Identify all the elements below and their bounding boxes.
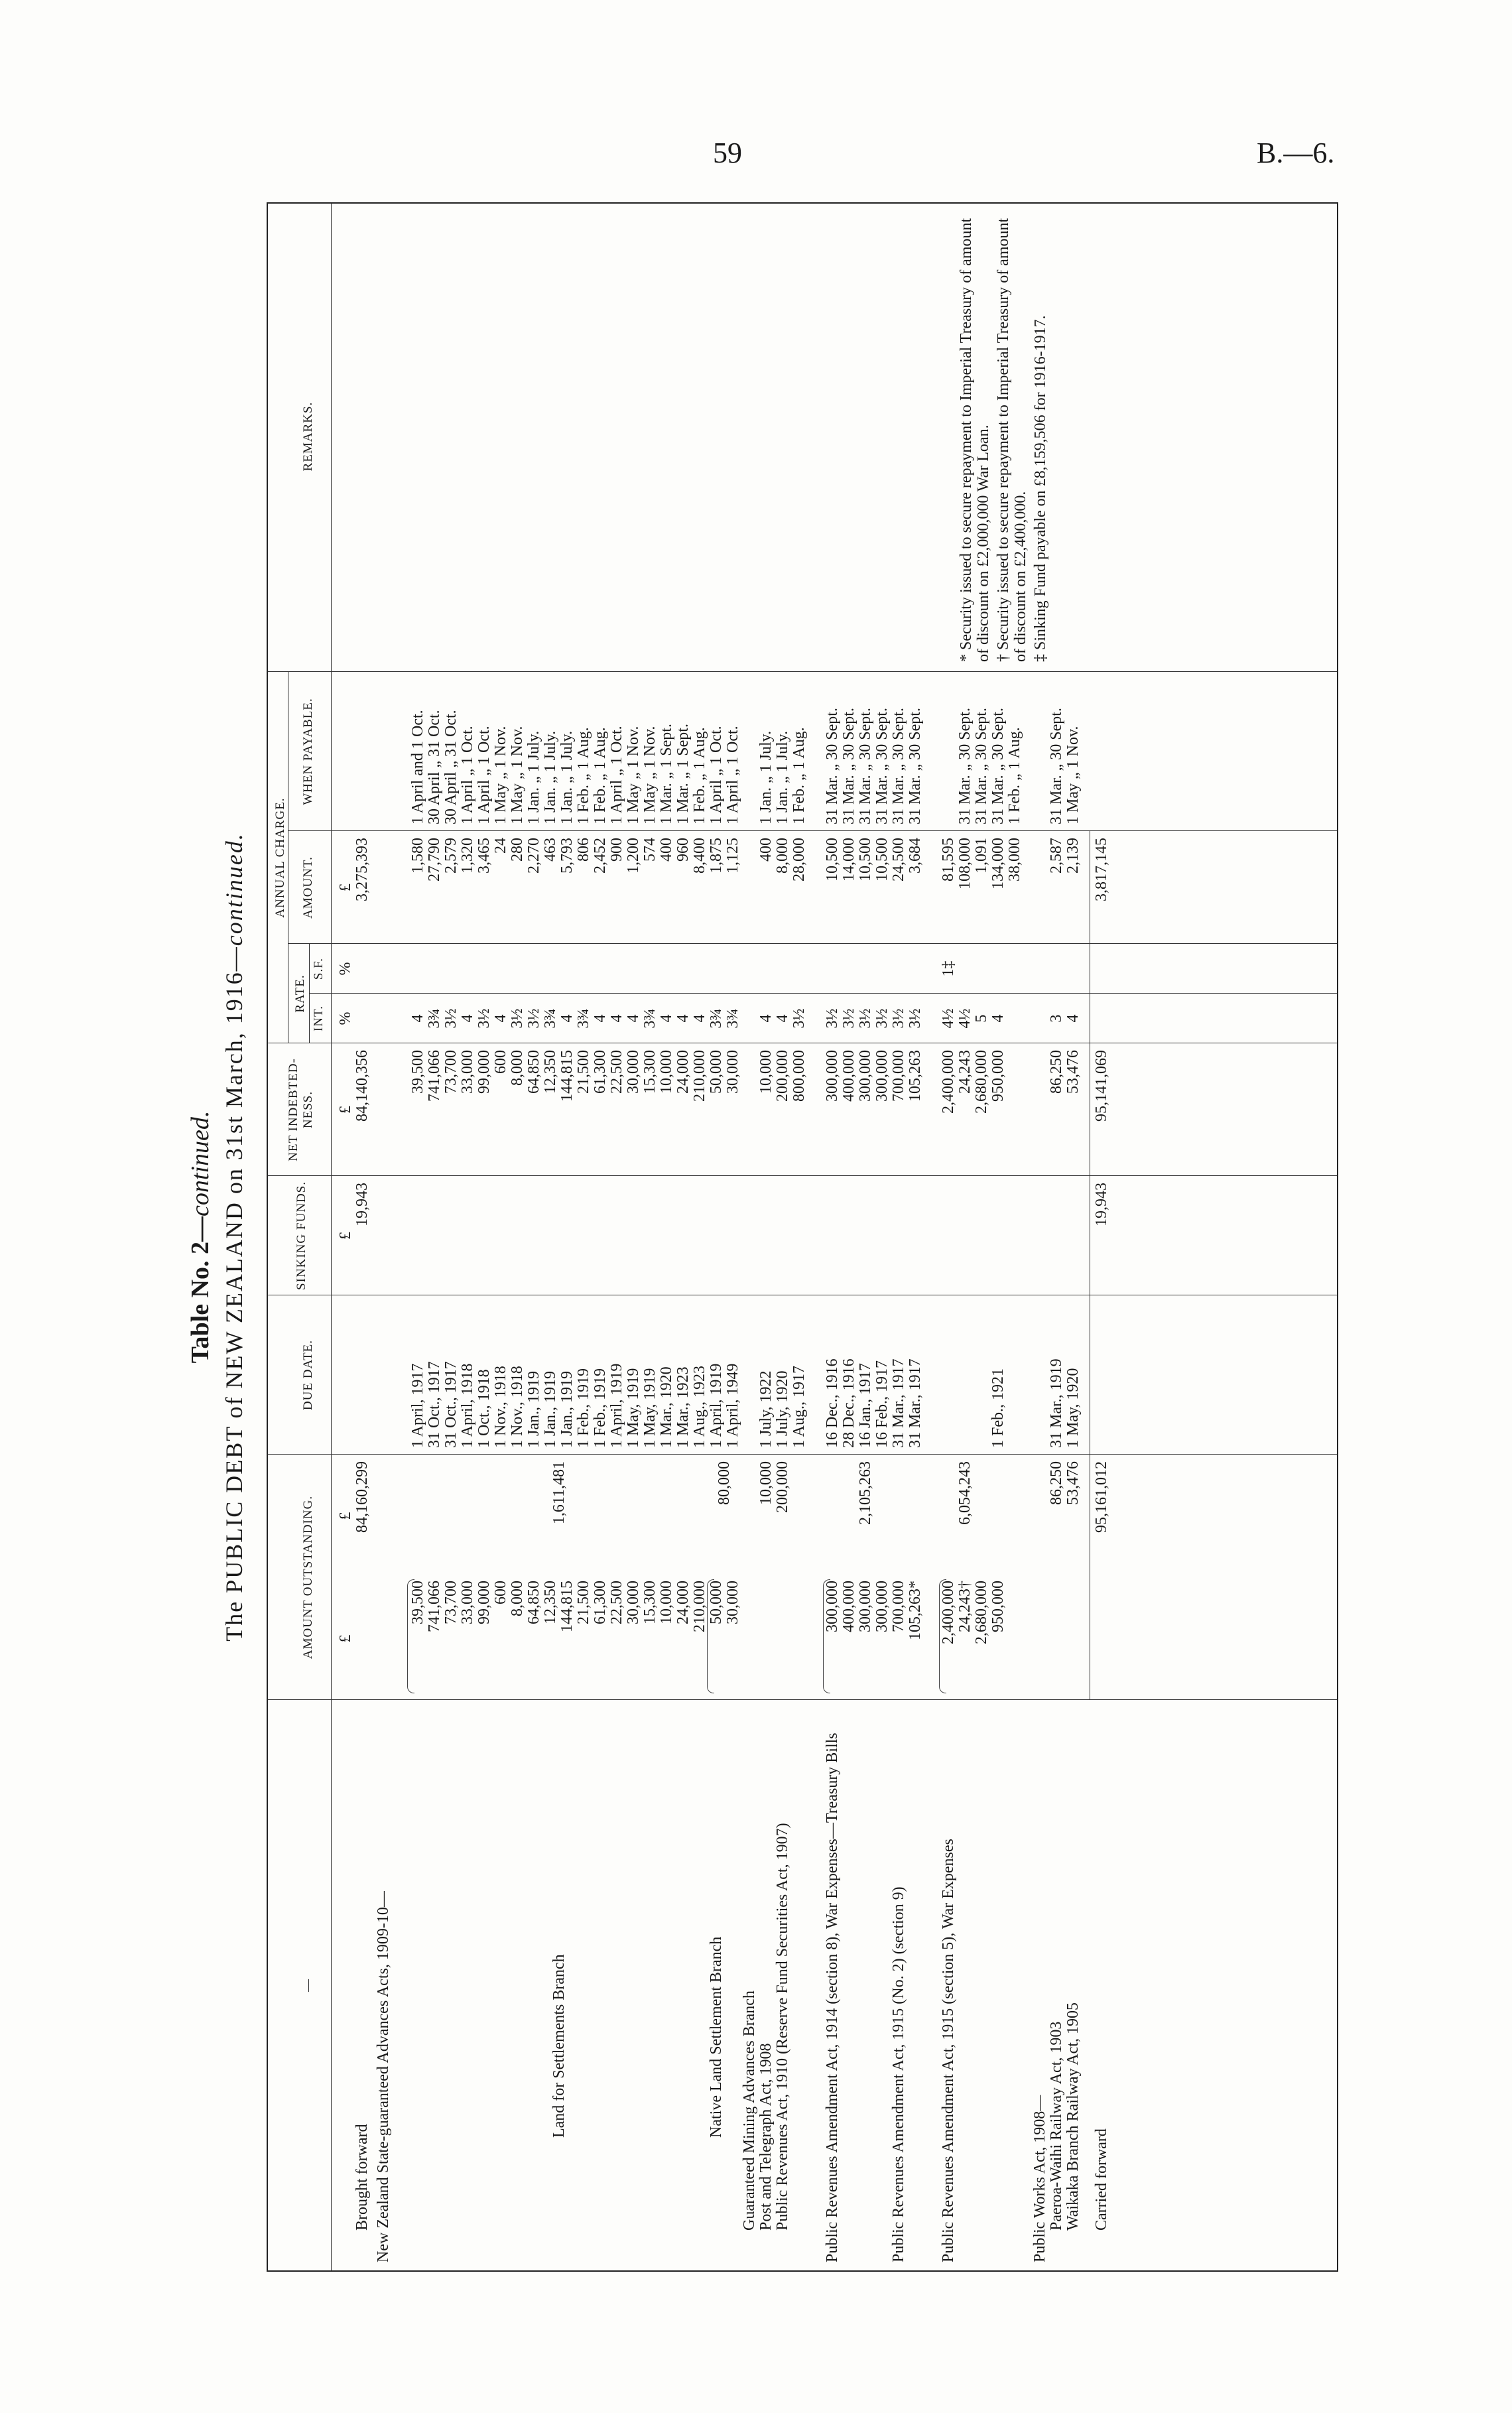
annual-charge-value: 960 [674, 838, 692, 862]
due-date: 1 Feb., 1919 [575, 1368, 592, 1448]
unit-pound: £ [337, 1512, 354, 1520]
interest-rate: 4 [625, 1014, 642, 1023]
column-rule [288, 830, 1337, 831]
due-date: 31 Oct., 1917 [426, 1361, 443, 1448]
interest-rate: 3½ [857, 1008, 874, 1029]
due-date: 16 Jan., 1917 [857, 1363, 874, 1448]
amount-value: 300,000 [873, 1581, 891, 1632]
amount-value: 2,400,000 [940, 1581, 957, 1644]
when-payable: 1 April „ 1 Oct. [475, 726, 493, 824]
interest-rate: 3¾ [426, 1008, 443, 1029]
group-label: Paeroa-Waihi Railway Act, 1903 [1047, 2021, 1065, 2231]
when-payable: 31 Mar. „ 30 Sept. [857, 708, 874, 824]
group-label: Waikaka Branch Railway Act, 1905 [1064, 2002, 1082, 2231]
amount-value: 21,500 [575, 1581, 592, 1624]
group-total: 53,476 [1064, 1461, 1082, 1505]
interest-rate: 4 [658, 1014, 675, 1023]
remarks-notes [958, 211, 1049, 662]
rate-rule [309, 944, 310, 1043]
net-indebtedness-value: 21,500 [575, 1050, 592, 1094]
when-payable: 1 Feb. „ 1 Aug. [592, 727, 609, 824]
page-reference: B.—6. [1257, 137, 1335, 169]
group-label: Public Revenues Amendment Act, 1915 (section 5), War Expenses [940, 1839, 957, 2262]
group-total: 10,000 [757, 1461, 775, 1505]
group-total: 1,611,481 [550, 1461, 568, 1525]
net-indebtedness-value: 53,476 [1064, 1050, 1082, 1094]
due-date: 1 April, 1949 [724, 1363, 741, 1448]
annual-charge-value: 1,125 [724, 838, 741, 874]
due-date: 16 Dec., 1916 [824, 1358, 841, 1448]
interest-rate: 4 [558, 1014, 576, 1023]
interest-rate: 4 [492, 1014, 509, 1023]
net-indebtedness-value: 30,000 [724, 1050, 741, 1094]
interest-rate: 5 [973, 1014, 990, 1023]
annual-charge-value: 806 [575, 838, 592, 862]
group-total: 6,054,243 [956, 1461, 974, 1525]
header-rate: RATE. [293, 974, 307, 1013]
amount-value: 30,000 [625, 1581, 642, 1624]
amount-value: 61,300 [592, 1581, 609, 1624]
annual-charge-value: 1,875 [708, 838, 725, 874]
header-sinking-funds: SINKING FUNDS. [294, 1181, 308, 1290]
page-number: 59 [713, 137, 742, 169]
when-payable: 1 May „ 1 Nov. [625, 726, 642, 824]
group-total: 200,000 [774, 1461, 791, 1513]
when-payable: 1 April „ 1 Oct. [459, 726, 476, 824]
amount-value: 2,680,000 [973, 1581, 990, 1644]
net-indebtedness-value: 10,000 [658, 1050, 675, 1094]
annual-charge-value: 10,500 [824, 838, 841, 881]
interest-rate: 4½ [940, 1008, 957, 1029]
net-indebtedness-value: 400,000 [840, 1050, 857, 1102]
brought-forward-net: 84,140,356 [353, 1050, 371, 1122]
amount-value: 700,000 [890, 1581, 907, 1632]
amount-value: 10,000 [658, 1581, 675, 1624]
due-date: 31 Oct., 1917 [442, 1361, 460, 1448]
net-indebtedness-value: 10,000 [757, 1050, 775, 1094]
interest-rate: 4 [674, 1014, 692, 1023]
when-payable: 1 April „ 1 Oct. [708, 726, 725, 824]
due-date: 1 Feb., 1921 [989, 1368, 1007, 1448]
amount-value: 300,000 [857, 1581, 874, 1632]
annual-charge-value: 900 [608, 838, 625, 862]
interest-rate: 4 [757, 1014, 775, 1023]
annual-charge-value: 3,684 [907, 838, 924, 874]
interest-rate: 3¾ [542, 1008, 559, 1029]
net-indebtedness-value: 2,400,000 [940, 1050, 957, 1114]
column-rule [268, 1699, 1337, 1700]
carried-forward-annual: 3,817,145 [1092, 838, 1110, 901]
net-indebtedness-value: 200,000 [774, 1050, 791, 1102]
when-payable: 31 Mar. „ 30 Sept. [890, 708, 907, 824]
when-payable: 30 April „ 31 Oct. [442, 710, 460, 824]
due-date: 1 April, 1917 [409, 1363, 426, 1448]
carried-forward-total: 95,161,012 [1092, 1461, 1110, 1533]
group-label: Land for Settlements Branch [550, 1954, 568, 2138]
remark-note: ‡ Sinking Fund payable on £8,159,506 for 1916-1917. [1032, 315, 1049, 662]
due-date: 1 Jan., 1919 [542, 1371, 559, 1448]
table-number-continued: continued. [186, 1110, 214, 1216]
annual-charge-value: 1,200 [625, 838, 642, 874]
amount-value: 39,500 [409, 1581, 426, 1624]
annual-charge-value: 2,139 [1064, 838, 1082, 874]
interest-rate: 3¾ [575, 1008, 592, 1029]
column-rule [268, 671, 1337, 672]
remark-note: * Security issued to secure repayment to Imperial Treasury of amount of discount on £2,000,000 War Loan. [958, 218, 992, 662]
due-date: 1 Feb., 1919 [592, 1368, 609, 1448]
unit-percent: % [337, 1011, 354, 1025]
when-payable: 1 Feb. „ 1 Aug. [691, 727, 708, 824]
amount-value: 950,000 [989, 1581, 1007, 1632]
due-date: 31 Mar., 1917 [890, 1358, 907, 1448]
amount-value: 300,000 [824, 1581, 841, 1632]
annual-charge-value: 1,580 [409, 838, 426, 874]
interest-rate: 3½ [442, 1008, 460, 1029]
carried-forward-label: Carried forward [1092, 2128, 1110, 2231]
interest-rate: 4½ [956, 1008, 974, 1029]
net-indebtedness-value: 741,066 [426, 1050, 443, 1102]
due-date: 1 Oct., 1918 [475, 1369, 493, 1448]
due-date: 1 Aug., 1917 [790, 1365, 808, 1448]
remark-note: † Security issued to secure repayment to Imperial Treasury of amount of discount on £2,400,000. [995, 218, 1029, 662]
annual-charge-value: 3,465 [475, 838, 493, 874]
amount-value: 99,000 [475, 1581, 493, 1624]
when-payable: 1 Jan. „ 1 July. [558, 730, 576, 824]
due-date: 1 July, 1920 [774, 1370, 791, 1448]
interest-rate: 4 [691, 1014, 708, 1023]
interest-rate: 4 [592, 1014, 609, 1023]
amount-value: 105,263* [907, 1581, 924, 1640]
annual-charge-value: 38,000 [1006, 838, 1023, 881]
interest-rate: 4 [1064, 1014, 1082, 1023]
table-caption [166, 202, 257, 2272]
when-payable: 1 Feb. „ 1 Aug. [790, 727, 808, 824]
when-payable: 31 Mar. „ 30 Sept. [956, 708, 974, 824]
header-description: — [301, 1979, 315, 1992]
when-payable: 30 April „ 31 Oct. [426, 710, 443, 824]
annual-charge-value: 108,000 [956, 838, 974, 889]
group-label: Public Revenues Amendment Act, 1914 (section 8), War Expenses—Treasury Bills [824, 1732, 841, 2262]
due-date: 28 Dec., 1916 [840, 1358, 857, 1448]
annual-charge-value: 400 [658, 838, 675, 862]
net-indebtedness-value: 8,000 [509, 1050, 526, 1086]
interest-rate: 3½ [824, 1008, 841, 1029]
annual-charge-value: 10,500 [857, 838, 874, 881]
group-label: Native Land Settlement Branch [708, 1936, 725, 2138]
net-indebtedness-value: 64,850 [525, 1050, 542, 1094]
amount-value: 8,000 [509, 1581, 526, 1616]
when-payable: 31 Mar. „ 30 Sept. [989, 708, 1007, 824]
unit-percent: % [337, 962, 354, 976]
amount-value: 64,850 [525, 1581, 542, 1624]
annual-charge-value: 81,595 [940, 838, 957, 881]
amount-value: 73,700 [442, 1581, 460, 1624]
net-indebtedness-value: 61,300 [592, 1050, 609, 1094]
amount-value: 50,000 [708, 1581, 725, 1624]
annual-charge-value: 10,500 [873, 838, 891, 881]
due-date: 31 Mar., 1917 [907, 1358, 924, 1448]
when-payable: 31 Mar. „ 30 Sept. [907, 708, 924, 824]
net-indebtedness-value: 105,263 [907, 1050, 924, 1102]
net-indebtedness-value: 144,815 [558, 1050, 576, 1102]
annual-charge-value: 28,000 [790, 838, 808, 881]
header-amount-outstanding: AMOUNT OUTSTANDING. [301, 1495, 315, 1660]
net-indebtedness-value: 600 [492, 1050, 509, 1074]
due-date: 31 Mar., 1919 [1047, 1358, 1065, 1448]
due-date: 1 Nov., 1918 [509, 1366, 526, 1448]
net-indebtedness-value: 22,500 [608, 1050, 625, 1094]
due-date: 1 April, 1918 [459, 1363, 476, 1448]
interest-rate: 3½ [840, 1008, 857, 1029]
header-when-payable: WHEN PAYABLE. [301, 698, 315, 805]
due-date: 1 May, 1919 [625, 1368, 642, 1448]
header-rate-sinking-fund: S.F. [312, 957, 326, 980]
interest-rate: 3½ [873, 1008, 891, 1029]
net-indebtedness-value: 2,680,000 [973, 1050, 990, 1114]
sinking-fund-rate-note: 1‡ [940, 960, 957, 977]
header-annual-charge: ANNUAL CHARGE. [273, 797, 287, 918]
net-indebtedness-value: 15,300 [641, 1050, 659, 1094]
due-date: 1 May, 1919 [641, 1368, 659, 1448]
amount-value: 12,350 [542, 1581, 559, 1624]
when-payable: 31 Mar. „ 30 Sept. [824, 708, 841, 824]
group-total: 80,000 [716, 1461, 733, 1505]
annual-charge-value: 134,000 [989, 838, 1007, 889]
annual-charge-value: 24 [492, 838, 509, 854]
amount-value: 30,000 [724, 1581, 741, 1624]
when-payable: 31 Mar. „ 30 Sept. [873, 708, 891, 824]
when-payable: 1 May „ 1 Nov. [1064, 726, 1082, 824]
when-payable: 1 Jan. „ 1 July. [757, 730, 775, 824]
group-total: 86,250 [1047, 1461, 1065, 1505]
interest-rate: 4 [774, 1014, 791, 1023]
net-indebtedness-value: 73,700 [442, 1050, 460, 1094]
group-label: Public Works Act, 1908— [1031, 2095, 1048, 2262]
annual-charge-value: 1,091 [973, 838, 990, 874]
header-due-date: DUE DATE. [301, 1339, 315, 1411]
when-payable: 1 Jan. „ 1 July. [525, 730, 542, 824]
public-debt-table [267, 202, 1338, 2272]
when-payable: 1 Mar. „ 1 Sept. [674, 724, 692, 824]
net-indebtedness-value: 86,250 [1047, 1050, 1065, 1094]
column-rule [268, 1454, 1337, 1455]
unit-pound: £ [337, 883, 354, 891]
net-indebtedness-value: 700,000 [890, 1050, 907, 1102]
when-payable: 1 April „ 1 Oct. [724, 726, 741, 824]
net-indebtedness-value: 50,000 [708, 1050, 725, 1094]
interest-rate: 4 [409, 1014, 426, 1023]
annual-charge-value: 27,790 [426, 838, 443, 881]
annual-charge-value: 2,587 [1047, 838, 1065, 874]
net-indebtedness-value: 300,000 [857, 1050, 874, 1102]
annual-charge-value: 280 [509, 838, 526, 862]
net-indebtedness-value: 99,000 [475, 1050, 493, 1094]
when-payable: 31 Mar. „ 30 Sept. [1047, 708, 1065, 824]
header-charge-amount: AMOUNT. [301, 856, 315, 919]
group-label: Post and Telegraph Act, 1908 [757, 2043, 775, 2231]
header-rule [331, 204, 332, 2270]
when-payable: 1 Feb. „ 1 Aug. [1006, 727, 1023, 824]
interest-rate: 4 [608, 1014, 625, 1023]
annual-charge-value: 2,452 [592, 838, 609, 874]
when-payable: 1 Jan. „ 1 July. [774, 730, 791, 824]
due-date: 1 Mar., 1920 [658, 1366, 675, 1448]
when-payable: 1 May „ 1 Nov. [509, 726, 526, 824]
when-payable: 1 May „ 1 Nov. [492, 726, 509, 824]
brought-forward-total: 84,160,299 [353, 1461, 371, 1533]
amount-value: 400,000 [840, 1581, 857, 1632]
net-indebtedness-value: 39,500 [409, 1050, 426, 1094]
amount-value: 600 [492, 1581, 509, 1604]
when-payable: 1 May „ 1 Nov. [641, 726, 659, 824]
brought-forward-sinking: 19,943 [353, 1183, 371, 1226]
when-payable: 1 April „ 1 Oct. [608, 726, 625, 824]
annual-charge-value: 400 [757, 838, 775, 862]
group-label: Guaranteed Mining Advances Branch [741, 1990, 758, 2231]
annual-charge-value: 14,000 [840, 838, 857, 881]
net-indebtedness-value: 33,000 [459, 1050, 476, 1094]
group-total: 2,105,263 [857, 1461, 874, 1525]
net-indebtedness-value: 24,243 [956, 1050, 974, 1094]
annual-charge-value: 1,320 [459, 838, 476, 874]
when-payable: 1 Mar. „ 1 Sept. [658, 724, 675, 824]
carried-forward-sinking: 19,943 [1092, 1183, 1110, 1226]
interest-rate: 3¾ [641, 1008, 659, 1029]
interest-rate: 3½ [790, 1008, 808, 1029]
when-payable: 31 Mar. „ 30 Sept. [840, 708, 857, 824]
annual-charge-value: 2,579 [442, 838, 460, 874]
net-indebtedness-value: 300,000 [873, 1050, 891, 1102]
table-title-continued: continued. [221, 832, 247, 946]
annual-charge-value: 2,270 [525, 838, 542, 874]
interest-rate: 3½ [907, 1008, 924, 1029]
when-payable: 1 April and 1 Oct. [409, 710, 426, 824]
brought-forward-label: Brought forward [353, 2124, 371, 2231]
annual-charge-value: 574 [641, 838, 659, 862]
net-indebtedness-value: 30,000 [625, 1050, 642, 1094]
unit-pound: £ [337, 1232, 354, 1240]
net-indebtedness-value: 800,000 [790, 1050, 808, 1102]
brought-forward-annual: 3,275,393 [353, 838, 371, 901]
annual-charge-value: 5,793 [558, 838, 576, 874]
due-date: 1 Jan., 1919 [525, 1371, 542, 1448]
due-date: 1 Nov., 1918 [492, 1366, 509, 1448]
amount-value: 210,000 [691, 1581, 708, 1632]
interest-rate: 3½ [525, 1008, 542, 1029]
interest-rate: 3½ [475, 1008, 493, 1029]
interest-rate: 3½ [890, 1008, 907, 1029]
due-date: 1 July, 1922 [757, 1370, 775, 1448]
amount-value: 24,243† [956, 1581, 974, 1632]
annual-charge-value: 24,500 [890, 838, 907, 881]
due-date: 1 Aug., 1923 [691, 1365, 708, 1448]
net-indebtedness-value: 210,000 [691, 1050, 708, 1102]
due-date: 1 April, 1919 [608, 1363, 625, 1448]
table-number: Table No. 2— [186, 1216, 214, 1364]
unit-pound: £ [337, 1106, 354, 1114]
interest-rate: 3¾ [724, 1008, 741, 1029]
net-indebtedness-value: 300,000 [824, 1050, 841, 1102]
when-payable: 1 Jan. „ 1 July. [542, 730, 559, 824]
amount-value: 22,500 [608, 1581, 625, 1624]
header-rate-interest: INT. [312, 1006, 326, 1031]
interest-rate: 3½ [509, 1008, 526, 1029]
rotated-table-sheet [166, 202, 1346, 2272]
annual-charge-value: 8,000 [774, 838, 791, 874]
net-indebtedness-value: 24,000 [674, 1050, 692, 1094]
interest-rate: 3¾ [708, 1008, 725, 1029]
unit-pound: £ [337, 1634, 354, 1643]
group-label: New Zealand State-guaranteed Advances Acts, 1909-10— [375, 1891, 392, 2262]
amount-value: 15,300 [641, 1581, 659, 1624]
due-date: 1 Mar., 1923 [674, 1366, 692, 1448]
header-remarks: REMARKS. [301, 401, 315, 472]
group-label: Public Revenues Amendment Act, 1915 (No. 2) (section 9) [890, 1886, 907, 2262]
due-date: 1 May, 1920 [1064, 1368, 1082, 1448]
interest-rate: 4 [459, 1014, 476, 1023]
net-indebtedness-value: 950,000 [989, 1050, 1007, 1102]
due-date: 1 April, 1919 [708, 1363, 725, 1448]
group-label: Public Revenues Act, 1910 (Reserve Fund Securities Act, 1907) [774, 1823, 791, 2231]
annual-charge-value: 463 [542, 838, 559, 862]
amount-value: 24,000 [674, 1581, 692, 1624]
amount-value: 33,000 [459, 1581, 476, 1624]
header-net-indebtedness: NET INDEBTED-NESS. [286, 1058, 315, 1161]
due-date: 1 Jan., 1919 [558, 1371, 576, 1448]
due-date: 16 Feb., 1917 [873, 1360, 891, 1448]
amount-value: 741,066 [426, 1581, 443, 1632]
interest-rate: 3 [1047, 1014, 1065, 1023]
when-payable: 1 Feb. „ 1 Aug. [575, 727, 592, 824]
when-payable: 31 Mar. „ 30 Sept. [973, 708, 990, 824]
carried-forward-net: 95,141,069 [1092, 1050, 1110, 1122]
interest-rate: 4 [989, 1014, 1007, 1023]
amount-value: 144,815 [558, 1581, 576, 1632]
net-indebtedness-value: 12,350 [542, 1050, 559, 1094]
table-title: The PUBLIC DEBT of NEW ZEALAND on 31st March, 1916— [221, 946, 247, 1642]
annual-charge-value: 8,400 [691, 838, 708, 874]
